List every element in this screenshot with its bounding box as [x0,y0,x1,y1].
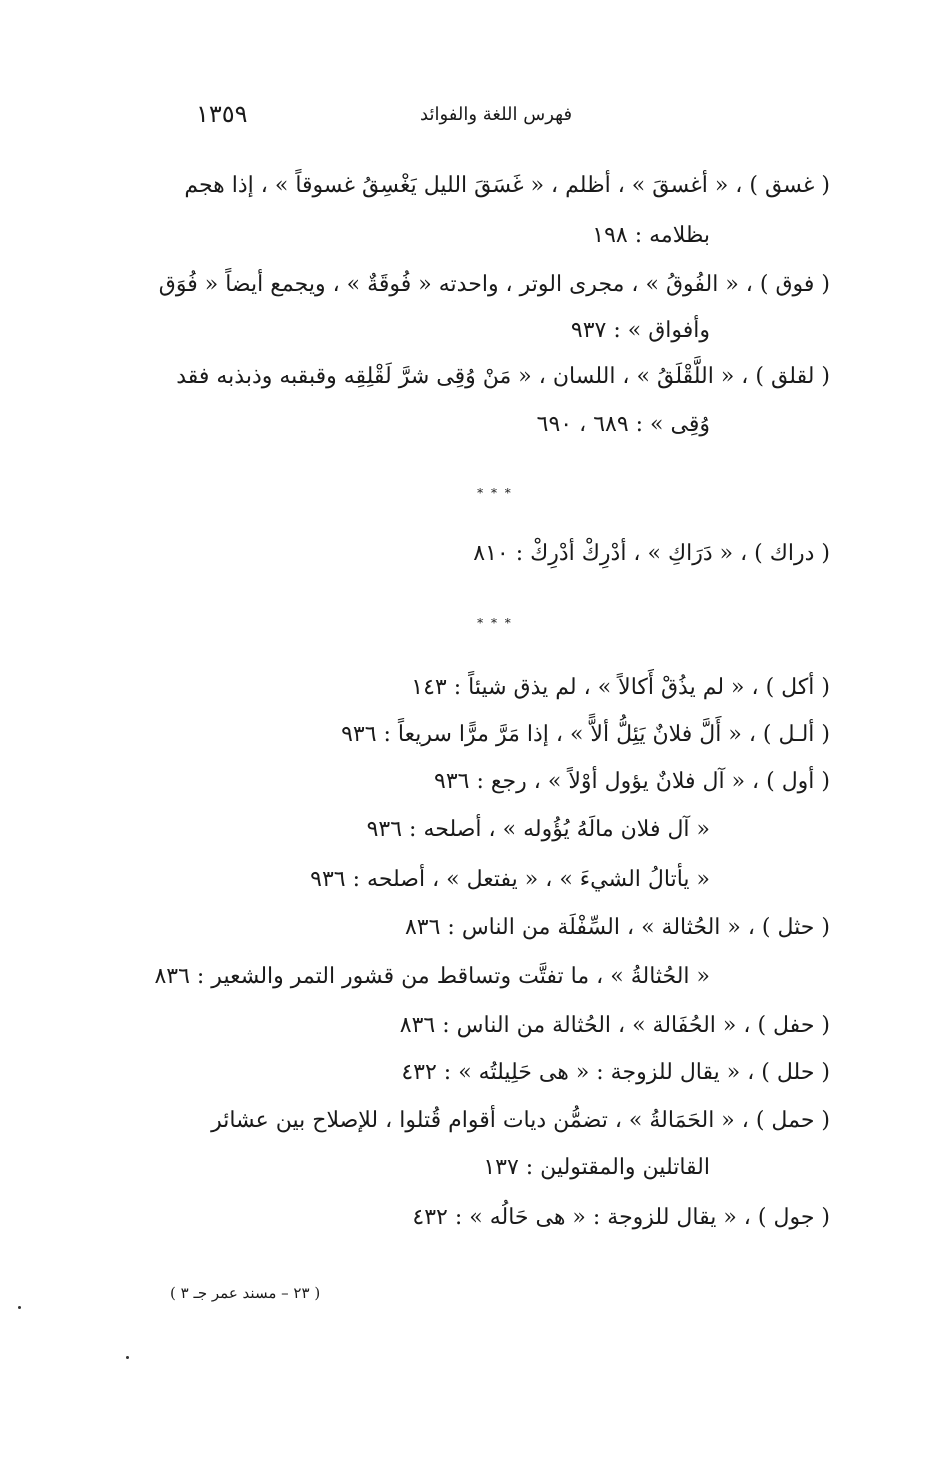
page-number: ١٣٥٩ [196,100,248,128]
entry-line: ( أول ) ، « آل فلانٌ يؤول أوْلاً » ، رجع : ٩٣٦ [434,769,830,794]
entry-line: ( ألـل ) ، « أَلَّ فلانٌ يَئِلُّ ألاًّ » ، إذا مَرَّ مرًّا سريعاً : ٩٣٦ [341,722,830,747]
entry-jawl [160,1203,830,1233]
entry-ghasaq [160,171,830,201]
running-title: فهرس اللغة والفوائد [420,104,573,125]
section-separator: * * * [477,486,513,500]
entry-line: ( جول ) ، « يقال للزوجة : « هى حَالُه » : ٤٣٢ [412,1205,830,1230]
entry-fawq [160,270,830,300]
entry-all [160,720,830,750]
entry-awl-sub2 [160,865,830,895]
entry-laqlaq [160,362,830,392]
entry-line: ( لقلق ) ، « اللَّقْلَقُ » ، اللسان ، « مَنْ وُقِى شرَّ لَقْلِقِه وقبقبه وذبذبه فقد [176,364,830,389]
entry-continuation: بظلامه : ١٩٨ [592,223,710,248]
entry-fawq-cont [160,316,830,346]
entry-subline: « الحُثالةُ » ، ما تفتَّت وتساقط من قشور التمر والشعير : ٨٣٦ [154,964,710,989]
entry-awl [160,767,830,797]
entry-haml-cont [160,1153,830,1183]
entry-line: ( غسق ) ، « أغسقَ » ، أظلم ، « غَسَقَ الليل يَغْسِقُ غسوقاً » ، إذا هجم [184,173,830,198]
entry-line: ( حمل ) ، « الحَمَالةُ » ، تضمُّن ديات أقوام قُتلوا ، للإصلاح بين عشائر [211,1108,830,1133]
entry-ghasaq-cont [160,221,830,251]
entry-halal [160,1058,830,1088]
entry-akl [160,673,830,703]
entry-line: ( حثل ) ، « الحُثالة » ، السِّفْلَة من الناس : ٨٣٦ [404,915,830,940]
entry-line: ( دراك ) ، « دَرَاكِ » ، أدْرِكْ أدْرِكْ : ٨١٠ [473,541,830,566]
entry-hathl [160,913,830,943]
entry-haml [160,1106,830,1136]
entry-hafl [160,1011,830,1041]
section-separator: * * * [477,616,513,630]
entry-line: ( حلل ) ، « يقال للزوجة : « هى حَلِيلتُه » : ٤٣٢ [401,1060,830,1085]
entry-hathl-sub [154,962,830,992]
entry-laqlaq-cont [160,410,830,440]
page-header [0,100,948,136]
entry-line: ( فوق ) ، « الفُوقُ » ، مجرى الوتر ، واحدته « فُوقَةٌ » ، ويجمع أيضاً « فُوَق [158,272,830,297]
page-footer-signature: ( ٢٣ – مسند عمر جـ ٣ ) [170,1284,321,1302]
entry-subline: « يأتالُ الشيءَ » ، « يفتعل » ، أصلحه : ٩٣٦ [310,867,710,892]
entry-subline: « آل فلان مالَهُ يُؤُوله » ، أصلحه : ٩٣٦ [366,817,710,842]
entry-continuation: وأفواق » : ٩٣٧ [570,318,710,343]
entry-line: ( حفل ) ، « الحُفَالة » ، الحُثالة من الناس : ٨٣٦ [399,1013,830,1038]
scan-speck [18,1306,21,1309]
entry-darak [160,539,830,569]
entry-continuation: وُقِى » : ٦٨٩ ، ٦٩٠ [536,412,710,437]
entry-awl-sub1 [160,815,830,845]
entry-continuation: القاتلين والمقتولين : ١٣٧ [483,1155,710,1180]
scan-speck [126,1356,129,1359]
entry-line: ( أكل ) ، « لم يذُقْ أَكالاً » ، لم يذق شيئاً : ١٤٣ [411,675,830,700]
